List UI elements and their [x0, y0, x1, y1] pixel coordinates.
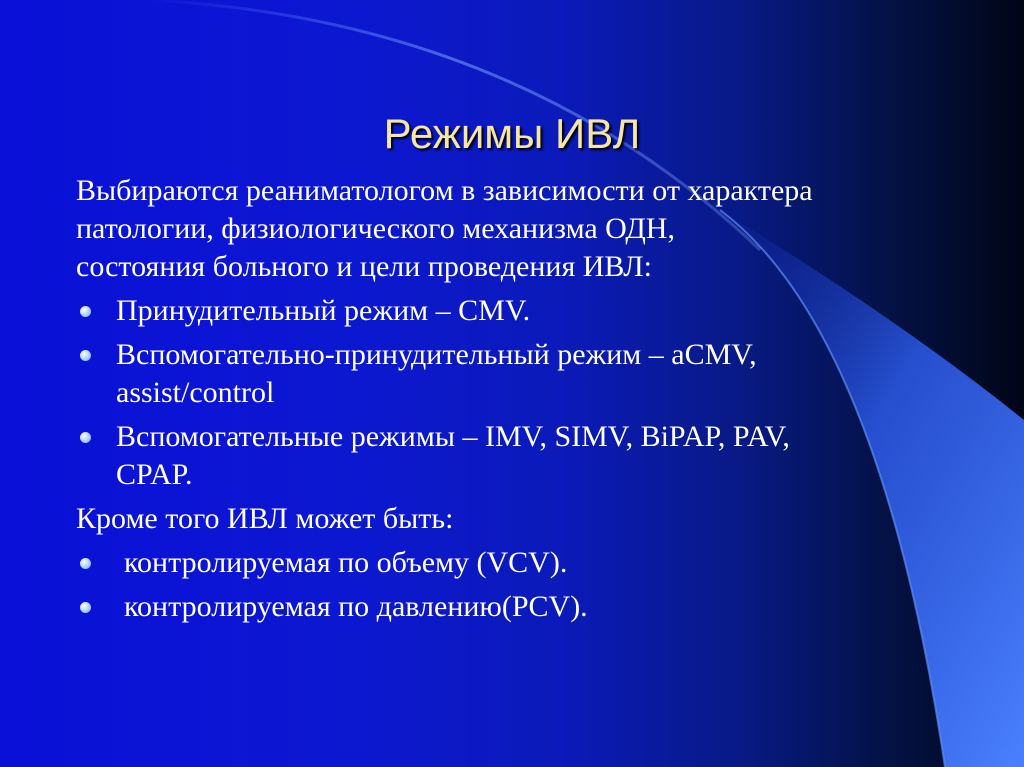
- control-item-text: контролируемая по давлению(PCV).: [124, 590, 588, 623]
- bullet-dot-icon: [80, 558, 91, 569]
- mode-item-text: Вспомогательно-принудительный режим – аCMV,: [116, 338, 757, 371]
- bullet-dot-icon: [80, 306, 91, 317]
- mode-item-cmv: [76, 292, 956, 330]
- control-item-pcv: [76, 588, 956, 626]
- bullet-dot-icon: [80, 432, 91, 443]
- also-heading: [76, 500, 956, 538]
- slide-body: [76, 172, 956, 632]
- slide-title: Режимы ИВЛ: [383, 110, 641, 157]
- mode-item-acmv: [76, 336, 956, 412]
- mode-item-text: Вспомогательные режимы – IMV, SIMV, BiPAP, PAV,: [116, 420, 790, 453]
- intro-line: патологии, физиологического механизма ОДН,: [76, 212, 675, 245]
- intro-line: состояния больного и цели проведения ИВЛ:: [76, 250, 652, 283]
- bullet-dot-icon: [80, 602, 91, 613]
- control-item-vcv: [76, 544, 956, 582]
- mode-item-text: CPAP.: [116, 458, 193, 491]
- mode-item-text: Принудительный режим – CMV.: [116, 294, 531, 327]
- control-item-text: контролируемая по объему (VCV).: [124, 546, 568, 579]
- mode-item-text: assist/control: [116, 376, 275, 409]
- intro-paragraph: [76, 172, 956, 286]
- bullet-dot-icon: [80, 350, 91, 361]
- intro-line: Выбираются реаниматологом в зависимости от характера: [76, 174, 813, 207]
- also-heading-text: Кроме того ИВЛ может быть:: [76, 502, 454, 535]
- mode-item-assisted: [76, 418, 956, 494]
